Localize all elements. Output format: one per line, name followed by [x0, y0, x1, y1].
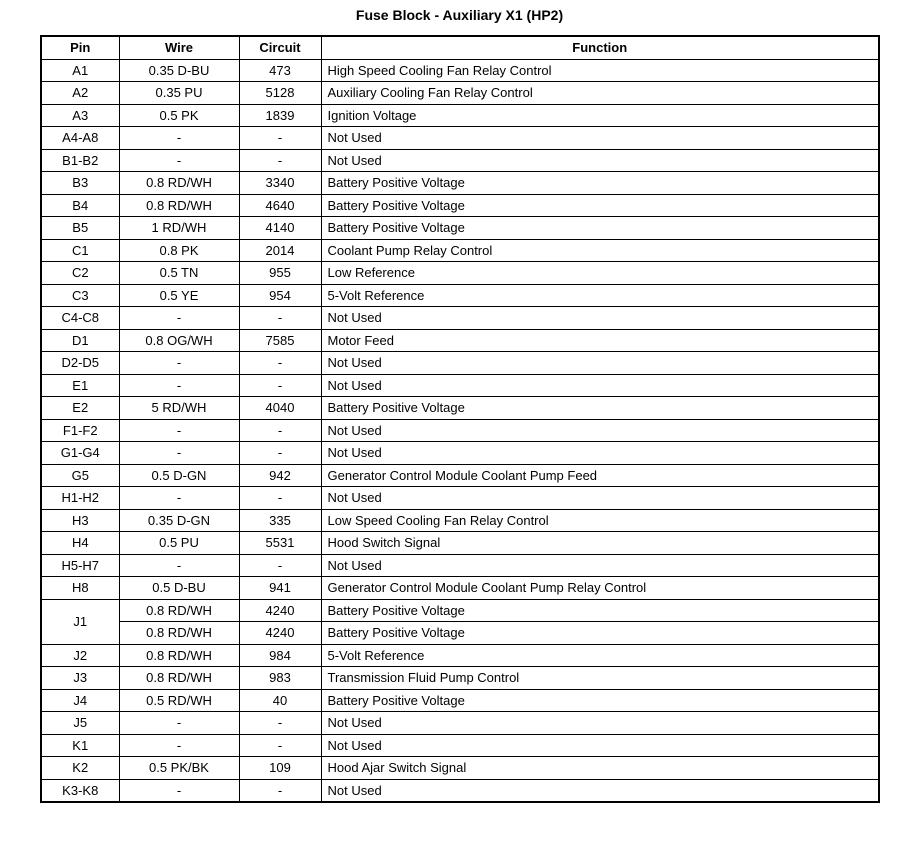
- wire-cell: -: [119, 419, 239, 442]
- pin-cell: H3: [41, 509, 119, 532]
- wire-cell: -: [119, 352, 239, 375]
- pin-cell: B1-B2: [41, 149, 119, 172]
- table-row: [41, 239, 879, 262]
- circuit-cell: 4640: [239, 194, 321, 217]
- circuit-cell: -: [239, 487, 321, 510]
- table-row: [41, 667, 879, 690]
- function-cell: Battery Positive Voltage: [321, 599, 879, 622]
- function-cell: Ignition Voltage: [321, 104, 879, 127]
- function-cell: Low Reference: [321, 262, 879, 285]
- wire-cell: -: [119, 487, 239, 510]
- circuit-cell: 4040: [239, 397, 321, 420]
- table-row: [41, 149, 879, 172]
- pin-cell: G1-G4: [41, 442, 119, 465]
- pin-cell: A1: [41, 59, 119, 82]
- pin-cell: J3: [41, 667, 119, 690]
- table-row: [41, 487, 879, 510]
- pin-cell: D2-D5: [41, 352, 119, 375]
- table-header: [41, 36, 879, 59]
- pin-cell: B3: [41, 172, 119, 195]
- function-cell: Not Used: [321, 149, 879, 172]
- wire-cell: 0.5 TN: [119, 262, 239, 285]
- function-cell: Not Used: [321, 307, 879, 330]
- pin-cell: C2: [41, 262, 119, 285]
- table-row: [41, 172, 879, 195]
- table-row: [41, 397, 879, 420]
- header-circuit: Circuit: [239, 36, 321, 59]
- pin-cell: B4: [41, 194, 119, 217]
- function-cell: 5-Volt Reference: [321, 644, 879, 667]
- function-cell: Battery Positive Voltage: [321, 172, 879, 195]
- wire-cell: 0.35 PU: [119, 82, 239, 105]
- wire-cell: 5 RD/WH: [119, 397, 239, 420]
- table-row: [41, 532, 879, 555]
- function-cell: Not Used: [321, 352, 879, 375]
- circuit-cell: -: [239, 442, 321, 465]
- circuit-cell: 955: [239, 262, 321, 285]
- pin-cell: J4: [41, 689, 119, 712]
- table-row: [41, 194, 879, 217]
- table-row: [41, 127, 879, 150]
- function-cell: Not Used: [321, 442, 879, 465]
- function-cell: Not Used: [321, 127, 879, 150]
- circuit-cell: -: [239, 779, 321, 802]
- circuit-cell: 3340: [239, 172, 321, 195]
- circuit-cell: 1839: [239, 104, 321, 127]
- function-cell: Low Speed Cooling Fan Relay Control: [321, 509, 879, 532]
- function-cell: Battery Positive Voltage: [321, 397, 879, 420]
- circuit-cell: 473: [239, 59, 321, 82]
- pin-cell: J5: [41, 712, 119, 735]
- table-row: [41, 307, 879, 330]
- wire-cell: 0.5 YE: [119, 284, 239, 307]
- table-row: [41, 262, 879, 285]
- wire-cell: 0.8 PK: [119, 239, 239, 262]
- circuit-cell: 941: [239, 577, 321, 600]
- function-cell: Battery Positive Voltage: [321, 622, 879, 645]
- circuit-cell: 4240: [239, 622, 321, 645]
- wire-cell: -: [119, 442, 239, 465]
- circuit-cell: -: [239, 352, 321, 375]
- circuit-cell: 7585: [239, 329, 321, 352]
- wire-cell: 0.5 D-BU: [119, 577, 239, 600]
- wire-cell: -: [119, 149, 239, 172]
- wire-cell: -: [119, 374, 239, 397]
- wire-cell: 0.8 RD/WH: [119, 599, 239, 622]
- table-row: [41, 442, 879, 465]
- wire-cell: 0.8 RD/WH: [119, 194, 239, 217]
- pin-cell: H8: [41, 577, 119, 600]
- function-cell: Battery Positive Voltage: [321, 194, 879, 217]
- pin-cell: K2: [41, 757, 119, 780]
- function-cell: Not Used: [321, 487, 879, 510]
- fuse-table-body: [41, 59, 879, 802]
- circuit-cell: -: [239, 734, 321, 757]
- circuit-cell: 5128: [239, 82, 321, 105]
- table-row: [41, 374, 879, 397]
- function-cell: Hood Switch Signal: [321, 532, 879, 555]
- pin-cell: B5: [41, 217, 119, 240]
- function-cell: Not Used: [321, 374, 879, 397]
- table-row: [41, 599, 879, 622]
- function-cell: Motor Feed: [321, 329, 879, 352]
- wire-cell: 0.5 PU: [119, 532, 239, 555]
- table-row: [41, 217, 879, 240]
- table-row: [41, 59, 879, 82]
- wire-cell: 0.5 PK/BK: [119, 757, 239, 780]
- pin-cell: K1: [41, 734, 119, 757]
- pin-cell: J2: [41, 644, 119, 667]
- table-row: [41, 284, 879, 307]
- wire-cell: 0.8 RD/WH: [119, 644, 239, 667]
- pin-cell: J1: [41, 599, 119, 644]
- table-row: [41, 464, 879, 487]
- wire-cell: 0.5 RD/WH: [119, 689, 239, 712]
- function-cell: Not Used: [321, 554, 879, 577]
- pin-cell: G5: [41, 464, 119, 487]
- circuit-cell: -: [239, 127, 321, 150]
- function-cell: High Speed Cooling Fan Relay Control: [321, 59, 879, 82]
- wire-cell: -: [119, 779, 239, 802]
- circuit-cell: 942: [239, 464, 321, 487]
- pin-cell: K3-K8: [41, 779, 119, 802]
- pin-cell: A2: [41, 82, 119, 105]
- pin-cell: D1: [41, 329, 119, 352]
- header-function: Function: [321, 36, 879, 59]
- page-title: Fuse Block - Auxiliary X1 (HP2): [355, 7, 564, 23]
- header-wire: Wire: [119, 36, 239, 59]
- pin-cell: A3: [41, 104, 119, 127]
- table-row: [41, 329, 879, 352]
- circuit-cell: -: [239, 419, 321, 442]
- pin-cell: C1: [41, 239, 119, 262]
- circuit-cell: 335: [239, 509, 321, 532]
- wire-cell: 0.8 RD/WH: [119, 667, 239, 690]
- pin-cell: H5-H7: [41, 554, 119, 577]
- wire-cell: -: [119, 127, 239, 150]
- function-cell: Battery Positive Voltage: [321, 689, 879, 712]
- table-row: [41, 104, 879, 127]
- wire-cell: 0.5 PK: [119, 104, 239, 127]
- pin-cell: A4-A8: [41, 127, 119, 150]
- function-cell: Not Used: [321, 419, 879, 442]
- pin-cell: C3: [41, 284, 119, 307]
- circuit-cell: -: [239, 712, 321, 735]
- circuit-cell: 954: [239, 284, 321, 307]
- wire-cell: -: [119, 554, 239, 577]
- table-row: [41, 734, 879, 757]
- circuit-cell: 983: [239, 667, 321, 690]
- wire-cell: 0.35 D-BU: [119, 59, 239, 82]
- pin-cell: C4-C8: [41, 307, 119, 330]
- wire-cell: 0.8 RD/WH: [119, 622, 239, 645]
- circuit-cell: -: [239, 374, 321, 397]
- circuit-cell: -: [239, 554, 321, 577]
- pin-cell: H1-H2: [41, 487, 119, 510]
- table-row: [41, 712, 879, 735]
- pin-cell: F1-F2: [41, 419, 119, 442]
- wire-cell: 0.35 D-GN: [119, 509, 239, 532]
- function-cell: Generator Control Module Coolant Pump Feed: [321, 464, 879, 487]
- circuit-cell: 4140: [239, 217, 321, 240]
- function-cell: Coolant Pump Relay Control: [321, 239, 879, 262]
- wire-cell: -: [119, 712, 239, 735]
- table-row: [41, 82, 879, 105]
- table-row: [41, 352, 879, 375]
- circuit-cell: 4240: [239, 599, 321, 622]
- table-row: [41, 509, 879, 532]
- table-row: [41, 554, 879, 577]
- function-cell: 5-Volt Reference: [321, 284, 879, 307]
- circuit-cell: 40: [239, 689, 321, 712]
- table-row: [41, 779, 879, 802]
- wire-cell: -: [119, 734, 239, 757]
- function-cell: Not Used: [321, 734, 879, 757]
- circuit-cell: -: [239, 149, 321, 172]
- circuit-cell: 2014: [239, 239, 321, 262]
- function-cell: Not Used: [321, 779, 879, 802]
- table-row: [41, 757, 879, 780]
- function-cell: Generator Control Module Coolant Pump Relay Control: [321, 577, 879, 600]
- wire-cell: 0.8 RD/WH: [119, 172, 239, 195]
- header-pin: Pin: [41, 36, 119, 59]
- pin-cell: H4: [41, 532, 119, 555]
- table-row: [41, 577, 879, 600]
- fuse-block-table: [40, 35, 880, 803]
- circuit-cell: 984: [239, 644, 321, 667]
- function-cell: Battery Positive Voltage: [321, 217, 879, 240]
- table-row: [41, 622, 879, 645]
- circuit-cell: 109: [239, 757, 321, 780]
- pin-cell: E1: [41, 374, 119, 397]
- table-row: [41, 689, 879, 712]
- wire-cell: 0.8 OG/WH: [119, 329, 239, 352]
- header-row: [41, 36, 879, 59]
- function-cell: Not Used: [321, 712, 879, 735]
- wire-cell: 1 RD/WH: [119, 217, 239, 240]
- function-cell: Auxiliary Cooling Fan Relay Control: [321, 82, 879, 105]
- function-cell: Transmission Fluid Pump Control: [321, 667, 879, 690]
- wire-cell: -: [119, 307, 239, 330]
- table-row: [41, 644, 879, 667]
- table-row: [41, 419, 879, 442]
- pin-cell: E2: [41, 397, 119, 420]
- function-cell: Hood Ajar Switch Signal: [321, 757, 879, 780]
- circuit-cell: 5531: [239, 532, 321, 555]
- circuit-cell: -: [239, 307, 321, 330]
- wire-cell: 0.5 D-GN: [119, 464, 239, 487]
